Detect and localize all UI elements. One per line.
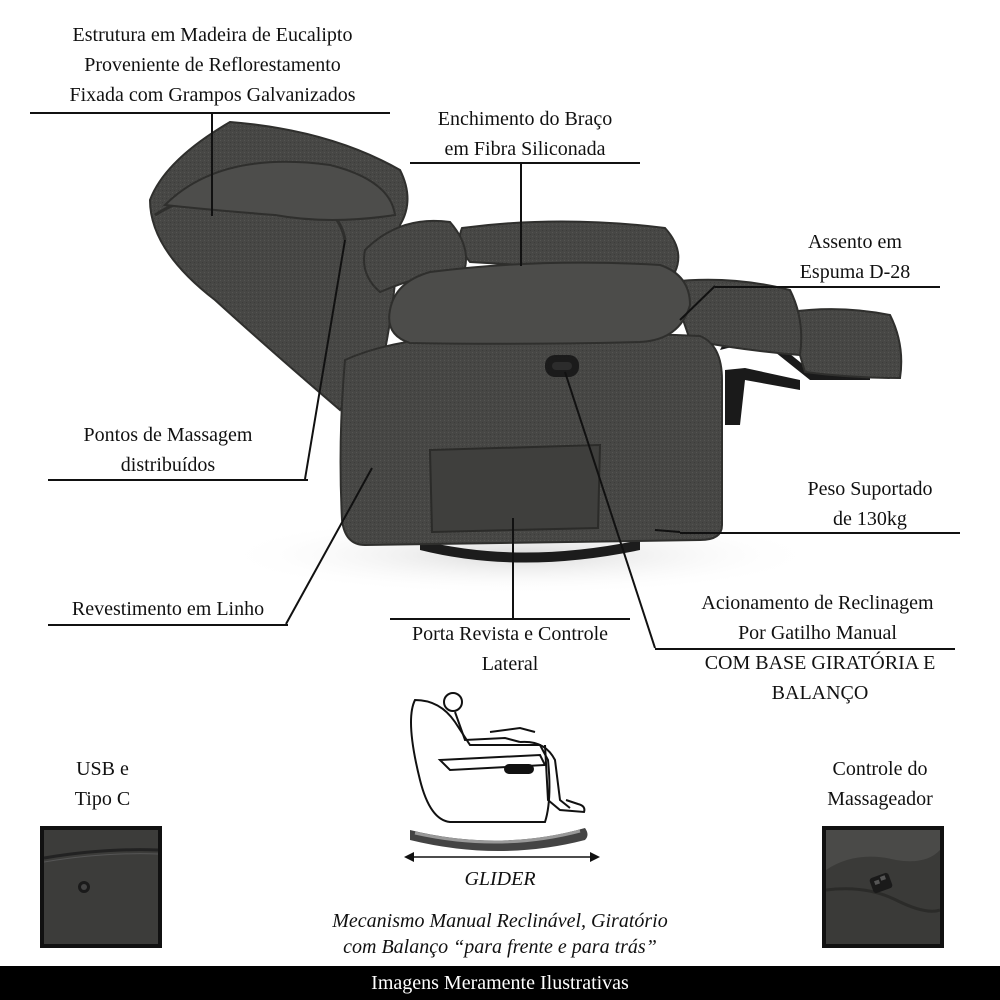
controle-label: Controle do Massageador xyxy=(827,758,933,810)
usb-label: USB e Tipo C xyxy=(74,758,131,810)
footer-disclaimer xyxy=(0,966,1000,1000)
usb-port-photo xyxy=(40,826,162,948)
massage-control-photo xyxy=(822,826,944,948)
acionamento-label: Acionamento de Reclinagem Por Gatilho Manual xyxy=(701,592,934,644)
glider-label: GLIDER xyxy=(464,868,536,890)
assento-label: Assento em Espuma D-28 xyxy=(799,231,911,283)
enchimento-label: Enchimento do Braço em Fibra Siliconada xyxy=(437,108,613,160)
footer-text: Imagens Meramente Ilustrativas xyxy=(371,972,629,994)
glider-caption: Mecanismo Manual Reclinável, Giratório com Balanço “para frente e para trás” xyxy=(332,910,668,958)
usb-port-icon xyxy=(44,830,158,944)
remote-control-icon xyxy=(826,830,940,944)
base-label: COM BASE GIRATÓRIA E BALANÇO xyxy=(704,652,936,704)
revestimento-label: Revestimento em Linho xyxy=(71,598,265,620)
porta-label: Porta Revista e Controle Lateral xyxy=(411,623,609,675)
estrutura-label: Estrutura em Madeira de Eucalipto Proveniente de Reflorestamento Fixada com Grampos Galvanizados xyxy=(69,24,356,106)
peso-label: Peso Suportado de 130kg xyxy=(807,478,933,530)
massagem-label: Pontos de Massagem distribuídos xyxy=(83,424,253,476)
